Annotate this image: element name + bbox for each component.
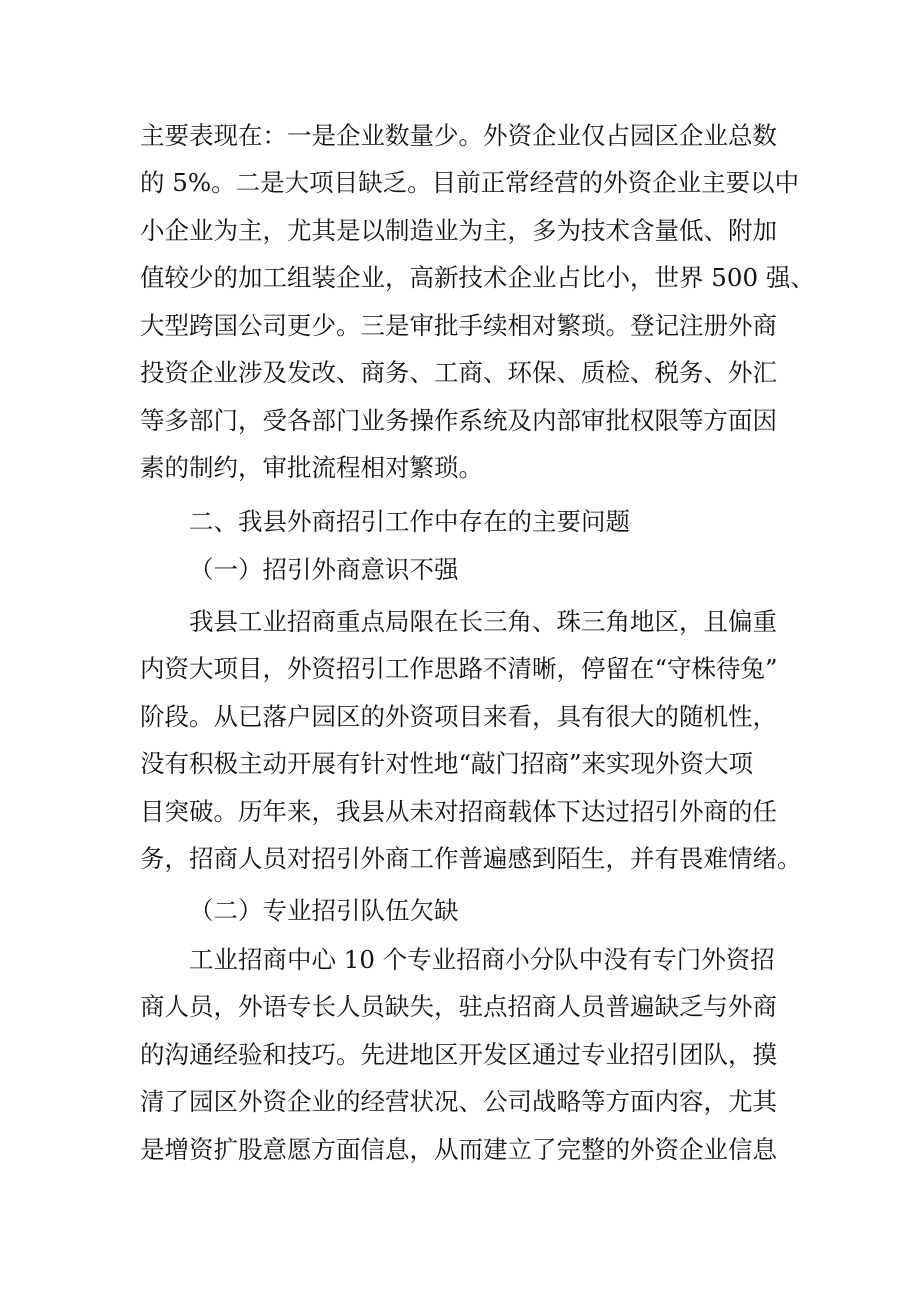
- paragraph-line: 阶段。从已落户园区的外资项目来看，具有很大的随机性，: [140, 702, 777, 731]
- paragraph-line: 的沟通经验和技巧。先进地区开发区通过专业招引团队，摸: [140, 1040, 777, 1069]
- paragraph-line: 目突破。历年来，我县从未对招商载体下达过招引外商的任: [140, 797, 777, 826]
- subsection-heading: （一）招引外商意识不强: [189, 555, 459, 584]
- paragraph-line: 内资大项目，外资招引工作思路不清晰，停留在“守株待兔”: [140, 654, 778, 683]
- paragraph-line: 等多部门，受各部门业务操作系统及内部审批权限等方面因: [140, 406, 777, 435]
- section-heading: 二、我县外商招引工作中存在的主要问题: [189, 507, 630, 536]
- paragraph-line: 的 5%。二是大项目缺乏。目前正常经营的外资企业主要以中: [140, 168, 800, 197]
- paragraph-line: 是增资扩股意愿方面信息，从而建立了完整的外资企业信息: [140, 1135, 777, 1164]
- paragraph-line: 主要表现在：一是企业数量少。外资企业仅占园区企业总数: [140, 121, 777, 150]
- paragraph-line: 工业招商中心 10 个专业招商小分队中没有专门外资招: [189, 945, 775, 974]
- paragraph-line: 我县工业招商重点局限在长三角、珠三角地区，且偏重: [189, 607, 777, 636]
- subsection-heading: （二）专业招引队伍欠缺: [189, 896, 459, 925]
- paragraph-line: 务，招商人员对招引外商工作普遍感到陌生，并有畏难情绪。: [140, 844, 802, 873]
- paragraph-line: 清了园区外资企业的经营状况、公司战略等方面内容，尤其: [140, 1087, 777, 1116]
- paragraph-line: 值较少的加工组装企业，高新技术企业占比小，世界 500 强、: [140, 263, 815, 292]
- paragraph-line: 素的制约，审批流程相对繁琐。: [140, 453, 483, 482]
- paragraph-line: 大型跨国公司更少。三是审批手续相对繁琐。登记注册外商: [140, 311, 777, 340]
- paragraph-line: 小企业为主，尤其是以制造业为主，多为技术含量低、附加: [140, 216, 777, 245]
- paragraph-line: 商人员，外语专长人员缺失，驻点招商人员普遍缺乏与外商: [140, 992, 777, 1021]
- paragraph-line: 没有积极主动开展有针对性地“敲门招商”来实现外资大项: [140, 749, 754, 778]
- paragraph-line: 投资企业涉及发改、商务、工商、环保、质检、税务、外汇: [140, 358, 777, 387]
